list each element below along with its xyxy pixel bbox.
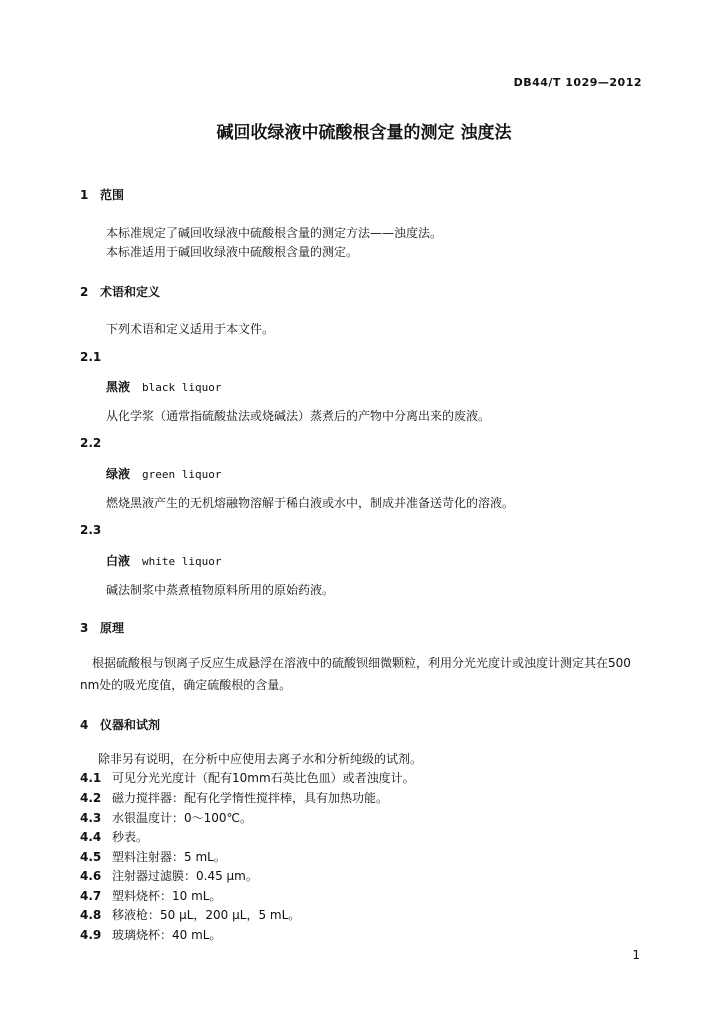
list-item (80, 848, 226, 865)
term-en: white liquor (142, 555, 222, 568)
scope-paragraph-2: 本标准适用于碱回收绿液中硫酸根含量的测定。 (106, 245, 359, 259)
section-number: 1 (80, 188, 89, 202)
term-white-liquor (106, 552, 222, 569)
section-3-heading (80, 619, 124, 636)
term-en: green liquor (142, 468, 222, 481)
item-number: 4.8 (80, 908, 102, 922)
term-black-liquor (106, 378, 222, 395)
item-number: 4.1 (80, 771, 102, 785)
item-text: 秒表。 (112, 830, 149, 844)
list-item (80, 769, 415, 786)
list-item (80, 867, 258, 884)
list-item (80, 809, 252, 826)
list-item (80, 887, 221, 904)
document-title: 碱回收绿液中硫酸根含量的测定 浊度法 (216, 123, 512, 143)
term-2-3-number: 2.3 (80, 523, 102, 537)
term-2-2-number: 2.2 (80, 436, 102, 450)
principle-paragraph: 根据硫酸根与钡离子反应生成悬浮在溶液中的硫酸钡细微颗粒，利用分光光度计或浊度计测定其在500 nm处的吸光度值，确定硫酸根的含量。 (80, 656, 631, 692)
section-4-heading (80, 716, 160, 733)
section-2-heading (80, 283, 160, 300)
term-white-liquor-definition: 碱法制浆中蒸煮植物原料所用的原始药液。 (106, 583, 335, 597)
section-title: 仪器和试剂 (100, 718, 161, 732)
item-number: 4.6 (80, 869, 102, 883)
item-number: 4.5 (80, 850, 102, 864)
term-zh: 黑液 (106, 380, 131, 394)
item-text: 移液枪：50 μL，200 μL，5 mL。 (112, 908, 301, 922)
item-number: 4.4 (80, 830, 102, 844)
item-number: 4.3 (80, 811, 102, 825)
term-zh: 白液 (106, 554, 131, 568)
term-zh: 绿液 (106, 467, 131, 481)
term-green-liquor (106, 465, 222, 482)
section-title: 范围 (100, 188, 125, 202)
section-1-heading (80, 186, 124, 203)
item-text: 玻璃烧杯：40 mL。 (112, 928, 222, 942)
section-title: 术语和定义 (100, 285, 161, 299)
scope-paragraph-1: 本标准规定了碱回收绿液中硫酸根含量的测定方法——浊度法。 (106, 226, 443, 240)
reagents-intro: 除非另有说明，在分析中应使用去离子水和分析纯级的试剂。 (98, 752, 423, 766)
section-number: 2 (80, 285, 89, 299)
term-2-1-number: 2.1 (80, 350, 102, 364)
section-title: 原理 (100, 621, 125, 635)
term-en: black liquor (142, 381, 222, 394)
item-number: 4.7 (80, 889, 102, 903)
section-number: 3 (80, 621, 89, 635)
term-green-liquor-definition: 燃烧黑液产生的无机熔融物溶解于稀白液或水中，制成并准备送苛化的溶液。 (106, 496, 515, 510)
item-number: 4.9 (80, 928, 102, 942)
standard-code: DB44/T 1029—2012 (513, 76, 642, 89)
page-number: 1 (632, 948, 640, 962)
item-text: 注射器过滤膜：0.45 μm。 (112, 869, 258, 883)
term-black-liquor-definition: 从化学浆（通常指硫酸盐法或烧碱法）蒸煮后的产物中分离出来的废液。 (106, 409, 491, 423)
list-item (80, 906, 300, 923)
list-item (80, 828, 148, 845)
item-text: 塑料烧杯：10 mL。 (112, 889, 222, 903)
item-text: 可见分光光度计（配有10mm石英比色皿）或者浊度计。 (112, 771, 415, 785)
item-text: 水银温度计：0～100℃。 (112, 811, 253, 825)
list-item (80, 926, 221, 943)
section-number: 4 (80, 718, 89, 732)
terms-intro: 下列术语和定义适用于本文件。 (106, 322, 275, 336)
item-number: 4.2 (80, 791, 102, 805)
item-text: 磁力搅拌器：配有化学惰性搅拌棒，具有加热功能。 (112, 791, 389, 805)
item-text: 塑料注射器：5 mL。 (112, 850, 226, 864)
list-item (80, 789, 388, 806)
